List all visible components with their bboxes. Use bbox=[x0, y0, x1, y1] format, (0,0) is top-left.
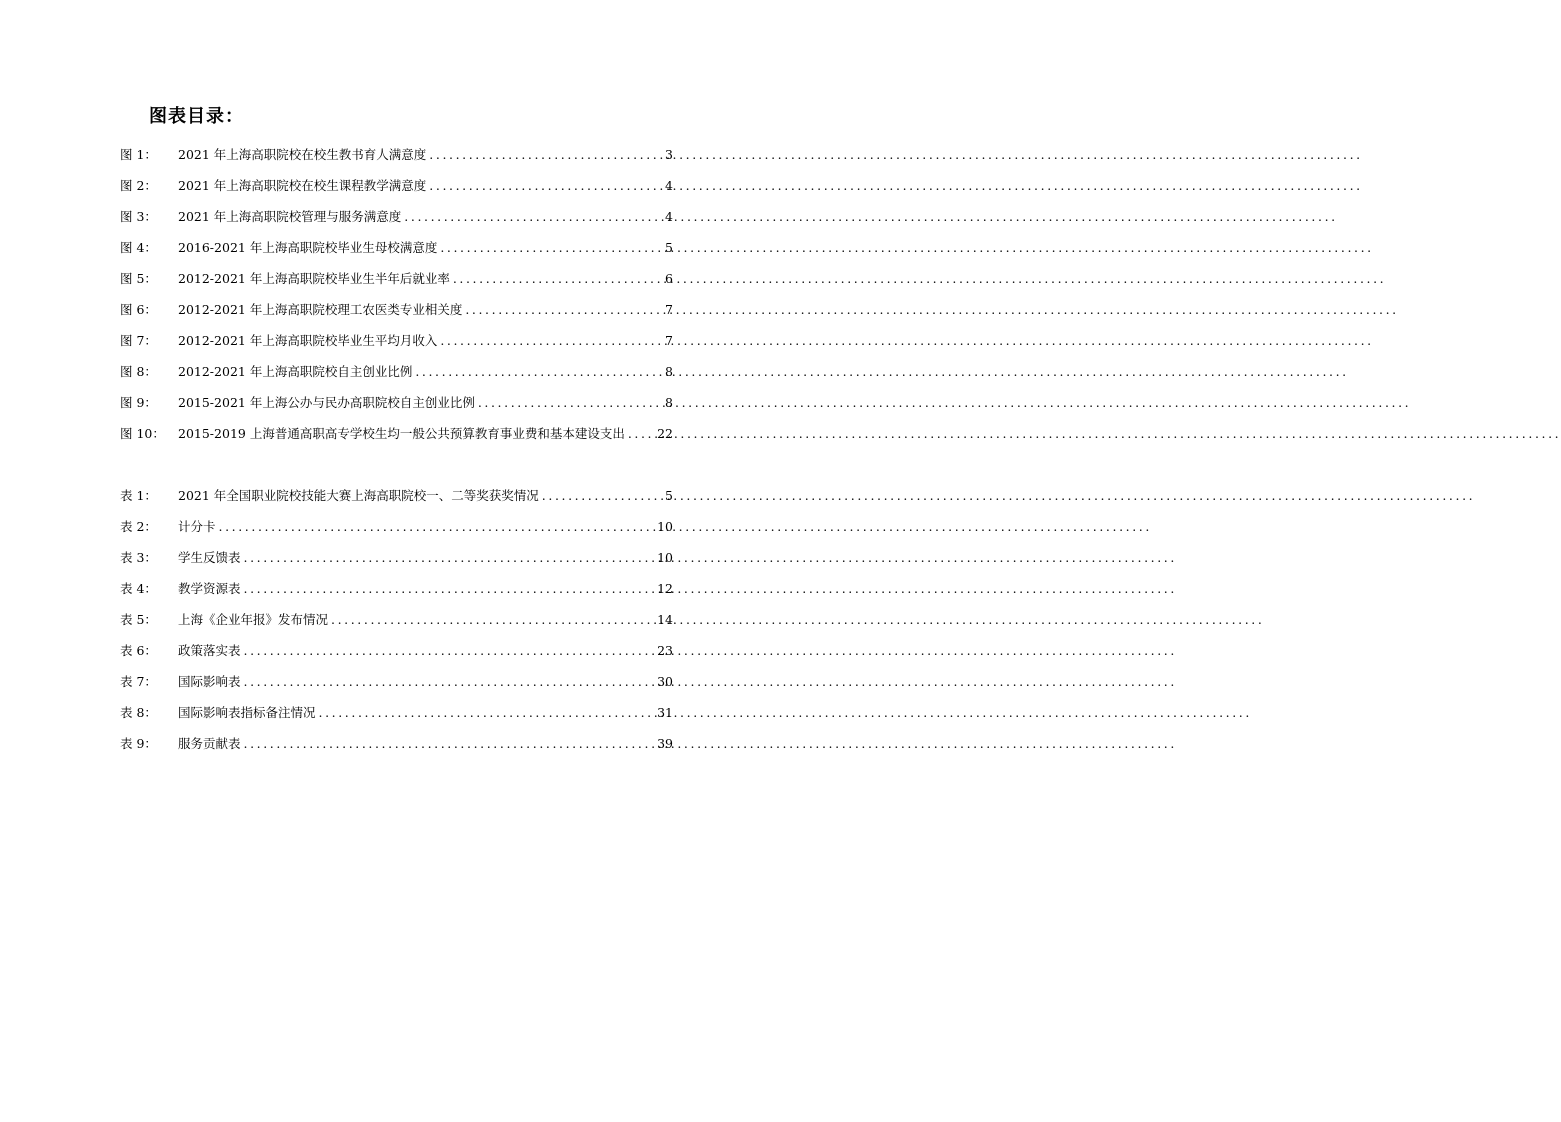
entry-page-number: 10 bbox=[657, 550, 673, 565]
toc-entry-table-5[interactable] bbox=[120, 607, 673, 638]
entry-label: 表 8： bbox=[120, 705, 157, 720]
entry-label: 图 9： bbox=[120, 395, 157, 410]
dot-leader bbox=[440, 235, 662, 261]
toc-entry-figure-1[interactable] bbox=[120, 142, 673, 173]
dot-leader bbox=[404, 204, 662, 230]
entry-label: 图 8： bbox=[120, 364, 157, 379]
entry-title: 2021 年全国职业院校技能大赛上海高职院校一、二等奖获奖情况 bbox=[178, 488, 539, 503]
entry-page-number: 30 bbox=[657, 674, 673, 689]
dot-leader bbox=[415, 359, 662, 385]
toc-entry-figure-9[interactable] bbox=[120, 390, 673, 421]
entry-page-number: 3 bbox=[665, 147, 673, 162]
entry-title: 服务贡献表 bbox=[178, 736, 241, 751]
entry-title: 2012-2021 年上海高职院校毕业生半年后就业率 bbox=[178, 271, 450, 286]
toc-entry-table-6[interactable] bbox=[120, 638, 673, 669]
entry-page-number: 31 bbox=[657, 705, 673, 720]
entry-page-number: 7 bbox=[665, 333, 673, 348]
entry-label: 图 4： bbox=[120, 240, 157, 255]
entry-title: 上海《企业年报》发布情况 bbox=[178, 612, 329, 627]
dot-leader bbox=[319, 700, 655, 726]
page-title: 图表目录： bbox=[149, 106, 244, 127]
toc-entry-figure-5[interactable] bbox=[120, 266, 673, 297]
entry-label: 图 3： bbox=[120, 209, 157, 224]
toc-entry-table-1[interactable] bbox=[120, 483, 673, 514]
toc-entry-figure-8[interactable] bbox=[120, 359, 673, 390]
entry-page-number: 4 bbox=[665, 209, 673, 224]
entry-label: 表 4： bbox=[120, 581, 157, 596]
entry-page-number: 8 bbox=[665, 364, 673, 379]
entry-page-number: 39 bbox=[657, 736, 673, 751]
dot-leader bbox=[244, 638, 655, 664]
toc-entry-table-3[interactable] bbox=[120, 545, 673, 576]
entry-label: 图 7： bbox=[120, 333, 157, 348]
dot-leader bbox=[453, 266, 662, 292]
entry-title: 2021 年上海高职院校管理与服务满意度 bbox=[178, 209, 402, 224]
dot-leader bbox=[542, 483, 662, 509]
entry-label: 表 7： bbox=[120, 674, 157, 689]
entry-label: 图 5： bbox=[120, 271, 157, 286]
entry-label: 表 5： bbox=[120, 612, 157, 627]
entry-title: 2021 年上海高职院校在校生教书育人满意度 bbox=[178, 147, 427, 162]
entry-title: 学生反馈表 bbox=[178, 550, 241, 565]
toc-entry-figure-4[interactable] bbox=[120, 235, 673, 266]
toc-entry-figure-3[interactable] bbox=[120, 204, 673, 235]
dot-leader bbox=[219, 514, 655, 540]
figure-list bbox=[120, 142, 673, 452]
toc-entry-figure-2[interactable] bbox=[120, 173, 673, 204]
dot-leader bbox=[331, 607, 654, 633]
dot-leader bbox=[244, 545, 655, 571]
entry-page-number: 5 bbox=[665, 240, 673, 255]
entry-title: 2012-2021 年上海高职院校理工农医类专业相关度 bbox=[178, 302, 463, 317]
entry-title: 2021 年上海高职院校在校生课程教学满意度 bbox=[178, 178, 427, 193]
toc-entry-figure-7[interactable] bbox=[120, 328, 673, 359]
entry-label: 表 1： bbox=[120, 488, 157, 503]
entry-title: 2012-2021 年上海高职院校毕业生平均月收入 bbox=[178, 333, 438, 348]
toc-entry-figure-6[interactable] bbox=[120, 297, 673, 328]
dot-leader bbox=[244, 669, 655, 695]
toc-entry-table-9[interactable] bbox=[120, 731, 673, 762]
dot-leader bbox=[440, 328, 662, 354]
entry-title: 国际影响表指标备注情况 bbox=[178, 705, 316, 720]
entry-page-number: 6 bbox=[665, 271, 673, 286]
entry-label: 表 6： bbox=[120, 643, 157, 658]
dot-leader bbox=[478, 390, 662, 416]
entry-page-number: 10 bbox=[657, 519, 673, 534]
dot-leader bbox=[628, 421, 654, 447]
entry-page-number: 23 bbox=[657, 643, 673, 658]
entry-page-number: 14 bbox=[657, 612, 673, 627]
dot-leader bbox=[429, 142, 662, 168]
toc-entry-table-4[interactable] bbox=[120, 576, 673, 607]
entry-title: 2012-2021 年上海高职院校自主创业比例 bbox=[178, 364, 413, 379]
entry-label: 图 6： bbox=[120, 302, 157, 317]
dot-leader bbox=[465, 297, 662, 323]
entry-title: 2016-2021 年上海高职院校毕业生母校满意度 bbox=[178, 240, 438, 255]
entry-title: 2015-2019 上海普通高职高专学校生均一般公共预算教育事业费和基本建设支出 bbox=[178, 426, 625, 441]
dot-leader bbox=[244, 731, 655, 757]
entry-page-number: 22 bbox=[657, 426, 673, 441]
toc-entry-table-2[interactable] bbox=[120, 514, 673, 545]
entry-title: 2015-2021 年上海公办与民办高职院校自主创业比例 bbox=[178, 395, 475, 410]
toc-entry-table-7[interactable] bbox=[120, 669, 673, 700]
entry-title: 国际影响表 bbox=[178, 674, 241, 689]
table-list bbox=[120, 483, 673, 762]
entry-page-number: 7 bbox=[665, 302, 673, 317]
toc-entry-table-8[interactable] bbox=[120, 700, 673, 731]
entry-page-number: 5 bbox=[665, 488, 673, 503]
entry-label: 表 9： bbox=[120, 736, 157, 751]
dot-leader bbox=[429, 173, 662, 199]
entry-title: 计分卡 bbox=[178, 519, 216, 534]
entry-label: 图 1： bbox=[120, 147, 157, 162]
toc-entry-figure-10[interactable] bbox=[120, 421, 673, 452]
dot-leader bbox=[244, 576, 655, 602]
entry-title: 教学资源表 bbox=[178, 581, 241, 596]
entry-page-number: 4 bbox=[665, 178, 673, 193]
entry-page-number: 8 bbox=[665, 395, 673, 410]
entry-page-number: 12 bbox=[657, 581, 673, 596]
entry-label: 图 2： bbox=[120, 178, 157, 193]
entry-label: 图 10： bbox=[120, 426, 165, 441]
entry-label: 表 3： bbox=[120, 550, 157, 565]
entry-title: 政策落实表 bbox=[178, 643, 241, 658]
entry-label: 表 2： bbox=[120, 519, 157, 534]
